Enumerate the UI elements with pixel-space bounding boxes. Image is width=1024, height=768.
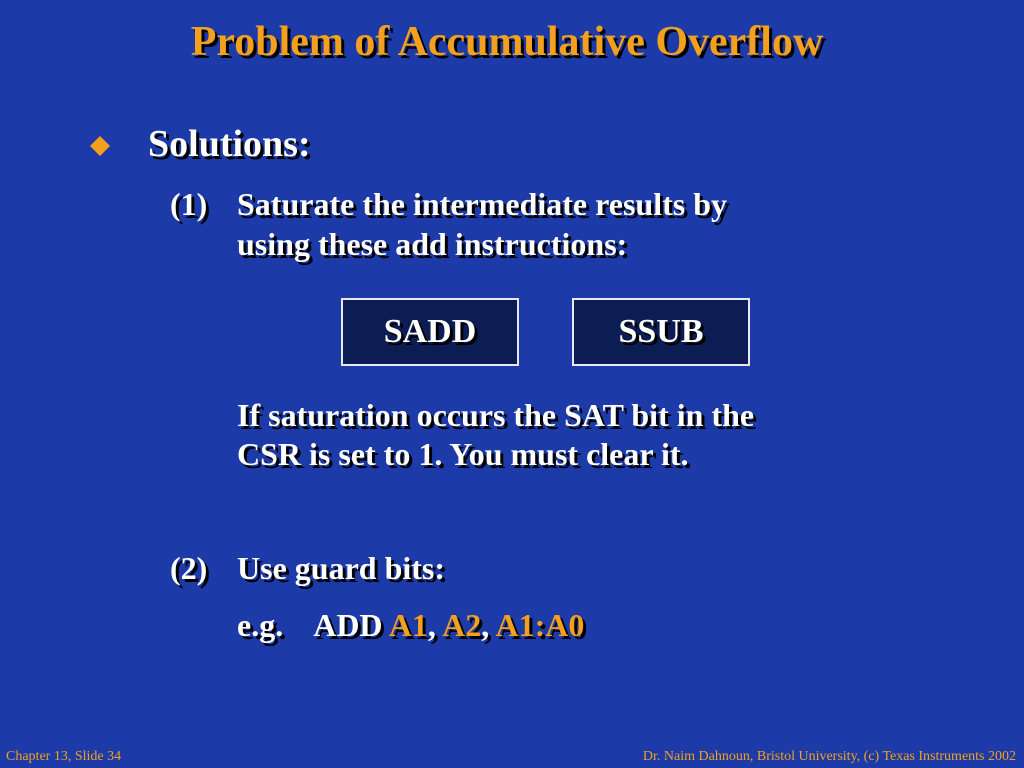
example-operand3: A1:A0: [495, 607, 585, 643]
example-prefix: e.g.: [237, 607, 284, 643]
saturation-note-line2: CSR is set to 1. You must clear it.: [237, 436, 689, 472]
step1-line1: Saturate the intermediate results by: [237, 186, 727, 222]
diamond-bullet-icon: [90, 136, 110, 156]
slide-title: Problem of Accumulative Overflow: [190, 19, 824, 65]
example-operand1: A1: [388, 607, 428, 643]
step2-text: Use guard bits:: [237, 550, 446, 586]
sadd-box: SADD: [341, 298, 519, 366]
step2-number: (2): [170, 550, 208, 586]
example-operand2: A2: [442, 607, 482, 643]
saturation-note-line1: If saturation occurs the SAT bit in the: [237, 397, 755, 433]
footer-left: Chapter 13, Slide 34: [6, 749, 122, 764]
example-sep2: ,: [481, 607, 490, 643]
example-mnemonic: ADD: [313, 607, 383, 643]
ssub-box: SSUB: [572, 298, 750, 366]
bullet-label: Solutions:: [148, 123, 311, 165]
step1-number: (1): [170, 186, 208, 222]
example-line: [237, 605, 584, 645]
example-sep1: ,: [427, 607, 436, 643]
footer-right: Dr. Naim Dahnoun, Bristol University, (c) Texas Instruments 2002: [642, 749, 1016, 764]
step1-line2: using these add instructions:: [237, 226, 628, 262]
